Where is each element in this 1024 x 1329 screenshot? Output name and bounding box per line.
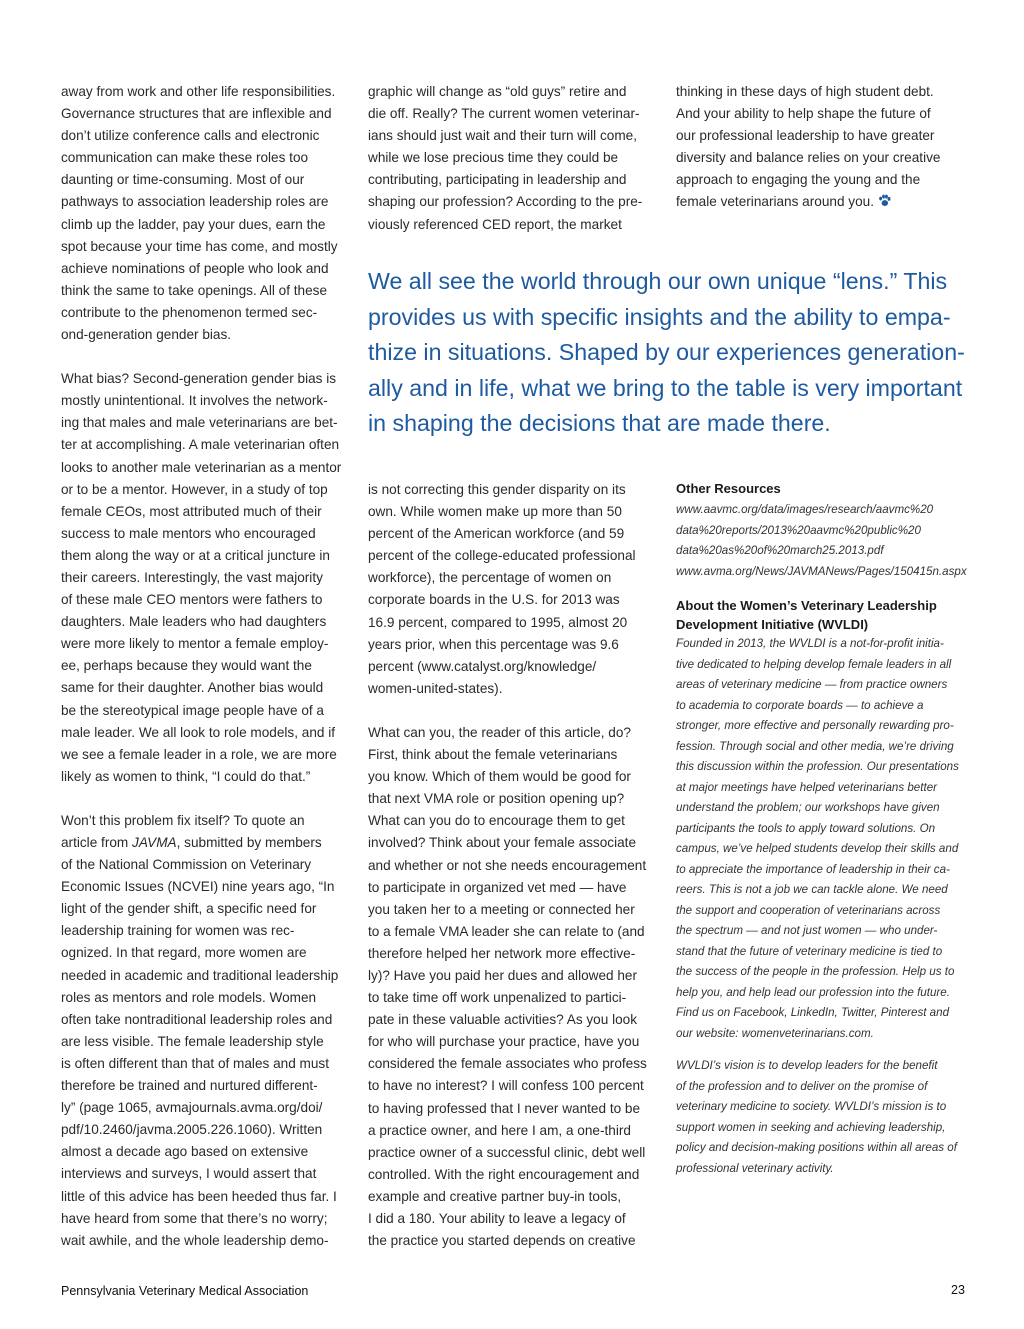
paragraph xyxy=(676,81,966,214)
text-line: workforce), the percentage of women on xyxy=(368,570,612,586)
text-line: ly” (page 1065, avmajournals.avma.org/doi/ xyxy=(61,1100,323,1116)
text-line: approach to engaging the young and the xyxy=(676,172,921,188)
text-line: pdf/10.2460/javma.2005.226.1060). Written xyxy=(61,1122,323,1138)
text-line: ing that males and male veterinarians are bet- xyxy=(61,415,338,431)
text-line: to participate in organized vet med — have xyxy=(368,879,627,895)
text-line: ee, perhaps because they would want the xyxy=(61,658,312,674)
article-column-2-top xyxy=(368,81,658,236)
text-line: be the stereotypical image people have of a xyxy=(61,702,324,718)
text-line: data%20as%20of%20march25.2013.pdf xyxy=(676,544,884,557)
text-line: our website: womenveterinarians.com. xyxy=(676,1026,874,1040)
paragraph xyxy=(368,479,658,700)
text-line: example and creative partner buy-in tools, xyxy=(368,1188,622,1204)
text-line: the spectrum — and not just women — who under- xyxy=(676,924,938,937)
text-line: to have no interest? I will confess 100 percent xyxy=(368,1078,644,1094)
text-line: campus, we’ve helped students develop their skills and xyxy=(676,842,959,855)
text-line: little of this advice has been heeded thus far. I xyxy=(61,1188,337,1204)
text-line: same for their daughter. Another bias would xyxy=(61,680,324,696)
text-line: female CEOs, most attributed much of their xyxy=(61,503,322,519)
text-line: tive dedicated to helping develop female leaders in all xyxy=(676,657,952,671)
text-line: considered the female associates who profess xyxy=(368,1056,647,1072)
text-line: percent of the college-educated professional xyxy=(368,548,636,564)
text-line: the support and cooperation of veterinarians across xyxy=(676,903,941,917)
text-line: looks to another male veterinarian as a mentor xyxy=(61,459,342,475)
text-line: wait awhile, and the whole leadership demo- xyxy=(61,1232,329,1248)
text-line: Governance structures that are inflexible and xyxy=(61,106,332,122)
text-line: involved? Think about your female associate xyxy=(368,835,637,851)
text-line: controlled. With the right encouragement and xyxy=(368,1166,640,1182)
text-line: thinking in these days of high student debt. xyxy=(676,84,934,99)
text-line: fession. Through social and other media, we’re driving xyxy=(676,739,954,753)
text-line: ter at accomplishing. A male veterinarian often xyxy=(61,437,340,453)
text-line: to take time off work unpenalized to partici- xyxy=(368,990,627,1006)
text-line: them along the way or at a critical juncture in xyxy=(61,547,330,563)
text-line: diversity and balance relies on your creative xyxy=(676,150,941,166)
text-line: 16.9 percent, compared to 1995, almost 20 xyxy=(368,614,628,630)
text-line: support women in seeking and achieving leadership, xyxy=(676,1120,946,1134)
pull-quote xyxy=(368,264,988,442)
text-line: stronger, more effective and personally rewarding pro- xyxy=(676,719,954,732)
text-line: that next VMA role or position opening up? xyxy=(368,791,625,807)
paragraph xyxy=(61,368,351,788)
text-line: ians should just wait and their turn will come, xyxy=(368,128,637,144)
text-line: therefore be trained and nurtured different- xyxy=(61,1078,318,1094)
text-line: What bias? Second-generation gender bias is xyxy=(61,371,337,387)
text-line: data%20reports/2013%20aavmc%20public%20 xyxy=(676,523,921,537)
text-line: I did a 180. Your ability to leave a legacy of xyxy=(368,1211,626,1226)
text-line: contribute to the phenomenon termed sec- xyxy=(61,304,318,320)
text-line: away from work and other life responsibilities. xyxy=(61,84,336,99)
text-line: We all see the world through our own unique “lens.” This xyxy=(368,268,948,294)
text-line: years prior, when this percentage was 9.6 xyxy=(368,636,619,652)
paragraph xyxy=(61,81,351,346)
sidebar-resources xyxy=(676,479,966,1179)
page-number: 23 xyxy=(951,1283,965,1297)
journal-name: JAVMA xyxy=(132,835,177,850)
text-line: of the profession and to deliver on the promise of xyxy=(676,1079,928,1093)
other-resources-heading: Other Resources xyxy=(676,481,781,496)
text-line: communication can make these roles too xyxy=(61,150,309,166)
text-line: a practice owner, and here I am, a one-third xyxy=(368,1122,631,1138)
text-line: were more likely to mentor a female employ- xyxy=(61,636,329,652)
text-line: www.aavmc.org/data/images/research/aavmc%20 xyxy=(676,503,934,516)
text-line: this discussion within the profession. Our presentations xyxy=(676,760,959,773)
text-line: Economic Issues (NCVEI) nine years ago, “In xyxy=(61,879,335,895)
paw-print-icon xyxy=(874,194,891,209)
text-line: climb up the ladder, pay your dues, earn the xyxy=(61,216,326,232)
text-line: First, think about the female veterinarians xyxy=(368,747,618,763)
text-line: corporate boards in the U.S. for 2013 was xyxy=(368,592,620,608)
article-column-3-top xyxy=(676,81,966,214)
text-line: participants the tools to apply toward solutions. On xyxy=(676,821,936,835)
text-line: roles as mentors and role models. Women xyxy=(61,989,317,1005)
text-line: to a female VMA leader she can relate to (and xyxy=(368,923,645,939)
text-line: of the National Commission on Veterinary xyxy=(61,857,312,873)
text-line: pate in these valuable activities? As you look xyxy=(368,1012,638,1028)
text-line: stand that the future of veterinary medicine is tied to xyxy=(676,944,943,958)
text-line: often take nontraditional leadership roles and xyxy=(61,1011,333,1027)
text-line: almost a decade ago based on extensive xyxy=(61,1144,309,1160)
text-line: And your ability to help shape the future of xyxy=(676,106,931,122)
text-line: daughters. Male leaders who had daughters xyxy=(61,614,327,630)
text-line: to having professed that I never wanted to be xyxy=(368,1100,641,1116)
text-line: understand the problem; our workshops have given xyxy=(676,801,940,814)
text-line: of these male CEO mentors were fathers to xyxy=(61,592,323,608)
text-line: contributing, participating in leadership and xyxy=(368,172,627,188)
resource-links[interactable] xyxy=(676,500,966,582)
text-line: About the Women’s Veterinary Leadership xyxy=(676,598,937,613)
text-line: What can you do to encourage them to get xyxy=(368,813,625,829)
text-line: think the same to take openings. All of these xyxy=(61,282,328,298)
text-line: women-united-states). xyxy=(368,680,503,696)
text-line: www.avma.org/News/JAVMANews/Pages/150415n.aspx xyxy=(676,564,967,578)
vision-text xyxy=(676,1056,966,1179)
about-text xyxy=(676,634,966,1044)
text-line: to academia to corporate boards — to achieve a xyxy=(676,698,924,712)
text-line: veterinary medicine to society. WVLDI’s mission is to xyxy=(676,1100,947,1113)
text-line: we see a female leader in a role, we are more xyxy=(61,746,337,762)
text-line: interviews and surveys, I would assert that xyxy=(61,1166,317,1182)
text-line: Development Initiative (WVLDI) xyxy=(676,617,869,632)
text-line: practice owner of a successful clinic, debt well xyxy=(368,1144,646,1160)
text-line: the practice you started depends on creative xyxy=(368,1233,636,1249)
text-line: ally and in life, what we bring to the table is very important xyxy=(368,374,963,401)
text-line: male leader. We all look to role models, and if xyxy=(61,724,336,740)
text-line: have heard from some that there’s no worry; xyxy=(61,1210,328,1226)
text-line: don’t utilize conference calls and electronic xyxy=(61,128,320,144)
text-line: pathways to association leadership roles are xyxy=(61,194,329,210)
text-line: to appreciate the importance of leadership in their ca- xyxy=(676,862,950,876)
text-line: policy and decision-making positions within all areas of xyxy=(676,1141,957,1154)
text-line: percent (www.catalyst.org/knowledge/ xyxy=(368,658,597,674)
text-line: shaping our profession? According to the pre- xyxy=(368,194,643,210)
text-line: own. While women make up more than 50 xyxy=(368,504,622,520)
text-line: success to male mentors who encouraged xyxy=(61,525,316,541)
paragraph xyxy=(61,810,351,1252)
text-line: light of the gender shift, a specific need for xyxy=(61,901,317,917)
text-line: therefore helped her network more effective- xyxy=(368,945,636,961)
text-line: needed in academic and traditional leadership xyxy=(61,967,339,983)
text-line: graphic will change as “old guys” retire and xyxy=(368,84,627,99)
text-line: Founded in 2013, the WVLDI is a not-for-profit initia- xyxy=(676,637,944,650)
text-line: areas of veterinary medicine — from practice owners xyxy=(676,678,948,691)
text-line: provides us with specific insights and the ability to empa- xyxy=(368,303,951,330)
text-line: you taken her to a meeting or connected her xyxy=(368,901,635,917)
text-line: the success of the people in the profession. Help us to xyxy=(676,965,955,978)
text-line: and whether or not she needs encouragement xyxy=(368,857,647,873)
text-line: viously referenced CED report, the market xyxy=(368,216,622,232)
text-line: is not correcting this gender disparity on its xyxy=(368,482,626,497)
text-line: WVLDI’s vision is to develop leaders for the benefit xyxy=(676,1059,938,1072)
text-line: are less visible. The female leadership style xyxy=(61,1033,324,1049)
paragraph xyxy=(368,81,658,236)
text-line: Find us on Facebook, LinkedIn, Twitter, Pinterest and xyxy=(676,1006,950,1019)
text-line: while we lose precious time they could be xyxy=(368,150,619,166)
text-line: female veterinarians around you. xyxy=(676,191,966,213)
text-line: ognized. In that regard, more women are xyxy=(61,945,307,961)
text-line: their careers. Interestingly, the vast majority xyxy=(61,569,323,585)
text-line: in shaping the decisions that are made there. xyxy=(368,410,831,437)
text-line: reers. This is not a job we can tackle alone. We need xyxy=(676,883,948,896)
text-line: spot because your time has come, and mostly xyxy=(61,238,338,254)
text-line: is often different than that of males and must xyxy=(61,1055,330,1071)
text-line: for who will purchase your practice, have you xyxy=(368,1034,640,1050)
text-line: achieve nominations of people who look and xyxy=(61,260,329,276)
text-line: professional veterinary activity. xyxy=(676,1161,834,1175)
text-line: article from JAVMA, submitted by members xyxy=(61,835,322,850)
text-line: at major meetings have helped veterinarians better xyxy=(676,780,938,794)
text-line: likely as women to think, “I could do that.” xyxy=(61,768,311,784)
text-line: you know. Which of them would be good for xyxy=(368,769,631,785)
paragraph xyxy=(368,722,658,1252)
text-line: ly)? Have you paid her dues and allowed her xyxy=(368,967,638,983)
text-line: mostly unintentional. It involves the network- xyxy=(61,393,328,409)
text-line: help you, and help lead our profession into the future. xyxy=(676,985,950,999)
text-line: Won’t this problem fix itself? To quote an xyxy=(61,812,305,828)
text-line: What can you, the reader of this article, do? xyxy=(368,724,631,740)
text-line: daunting or time-consuming. Most of our xyxy=(61,172,305,188)
text-line: thize in situations. Shaped by our experiences generation- xyxy=(368,339,965,366)
article-column-2-bottom xyxy=(368,479,658,1252)
text-line: our professional leadership to have greater xyxy=(676,128,935,144)
text-line: die off. Really? The current women veterinar- xyxy=(368,106,640,122)
publication-name: Pennsylvania Veterinary Medical Association xyxy=(61,1284,309,1298)
text-line: percent of the American workforce (and 59 xyxy=(368,526,625,542)
about-heading xyxy=(676,596,966,634)
text-line: ond-generation gender bias. xyxy=(61,327,232,343)
article-column-1 xyxy=(61,81,351,1252)
text-line: or to be a mentor. However, in a study of top xyxy=(61,481,328,497)
text-line: leadership training for women was rec- xyxy=(61,923,295,939)
